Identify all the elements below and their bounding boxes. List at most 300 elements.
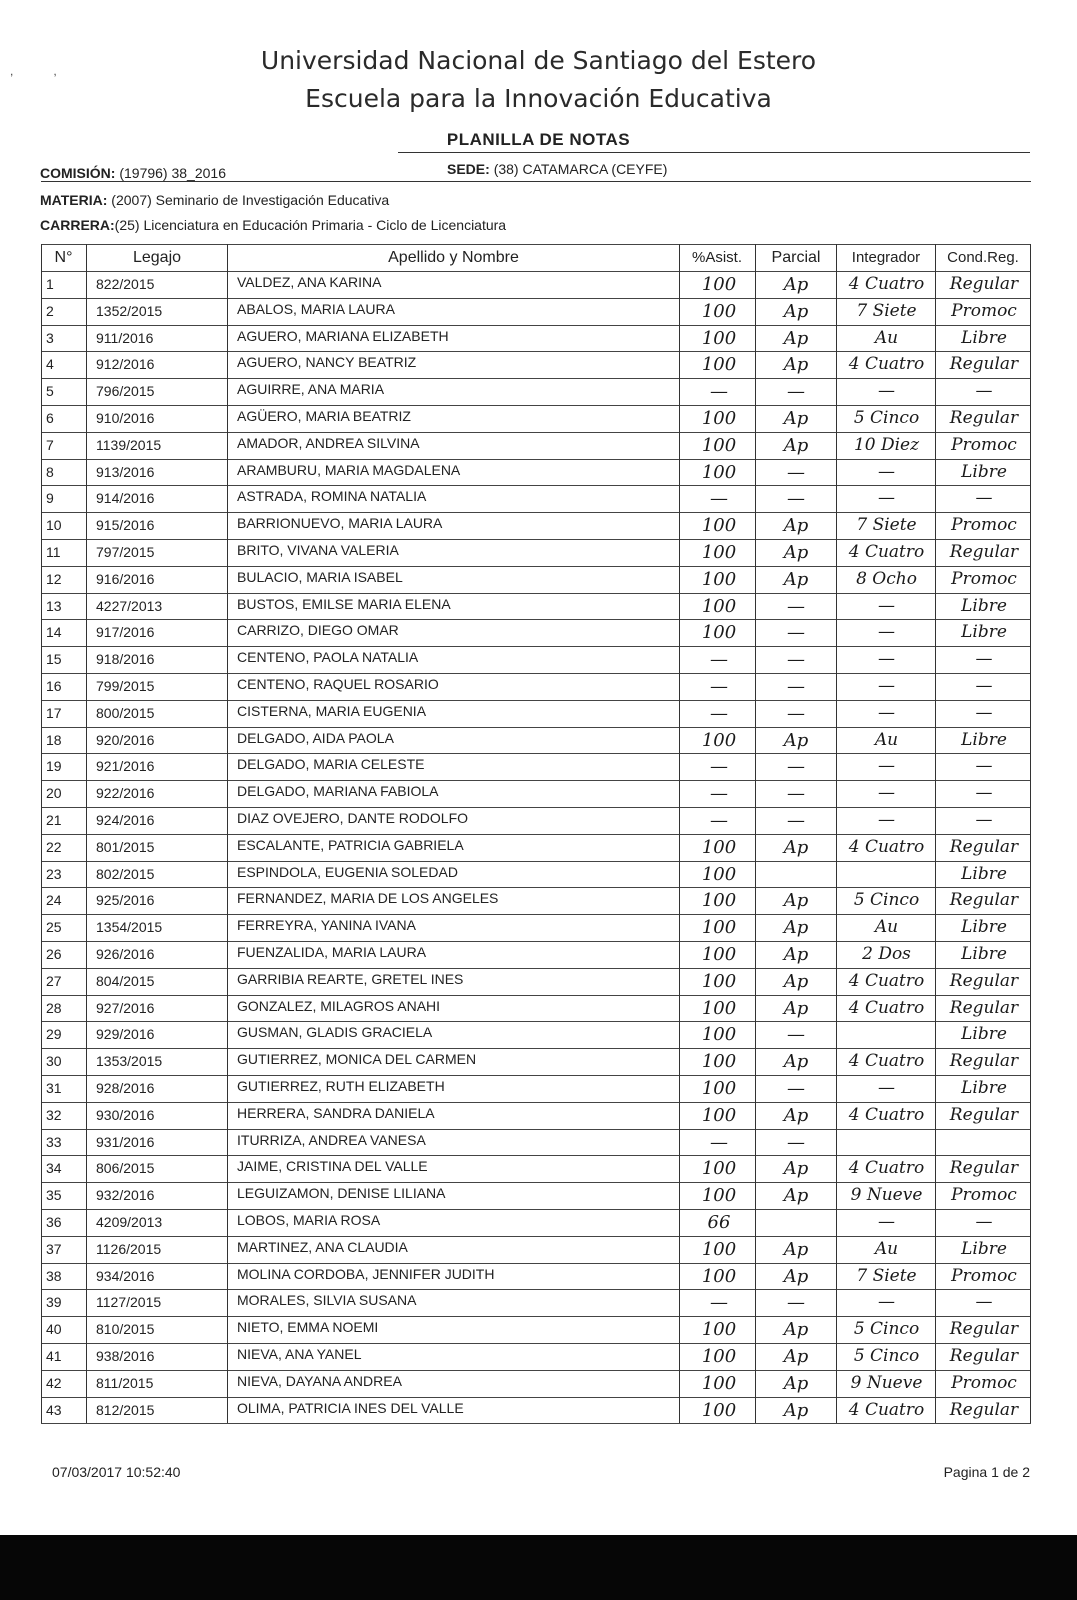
- header-rule: [41, 181, 1031, 182]
- integrador-handwritten: 4 Cuatro: [848, 1399, 925, 1420]
- parcial-handwritten: Ap: [783, 997, 809, 1019]
- row-number: 38: [46, 1267, 62, 1284]
- cond-handwritten: Regular: [949, 970, 1019, 991]
- name-cell: ABALOS, MARIA LAURA: [237, 300, 395, 317]
- print-timestamp: 07/03/2017 10:52:40: [52, 1464, 181, 1480]
- cond-handwritten: Libre: [961, 944, 1007, 964]
- asist-handwritten: 100: [701, 997, 737, 1019]
- column-rule: [755, 244, 756, 1423]
- page-indicator: Pagina 1 de 2: [943, 1464, 1030, 1480]
- legajo-cell: 910/2016: [96, 410, 155, 426]
- legajo-cell: 930/2016: [96, 1106, 155, 1123]
- cond-handwritten: Regular: [949, 354, 1019, 375]
- asist-handwritten: 100: [701, 1346, 737, 1367]
- cond-handwritten: Libre: [961, 917, 1007, 938]
- asist-handwritten: 100: [701, 327, 737, 349]
- asist-handwritten: 100: [701, 595, 737, 617]
- asist-handwritten: 100: [701, 542, 737, 563]
- name-cell: FERREYRA, YANINA IVANA: [237, 917, 416, 934]
- integrador-handwritten: —: [878, 810, 895, 830]
- name-cell: NIEVA, DAYANA ANDREA: [237, 1372, 402, 1389]
- legajo-cell: 927/2016: [96, 999, 155, 1016]
- asist-handwritten: 100: [701, 408, 737, 429]
- legajo-cell: 918/2016: [96, 651, 155, 668]
- row-number: 19: [46, 758, 62, 775]
- asist-handwritten: 100: [701, 515, 737, 537]
- legajo-cell: 938/2016: [96, 1348, 155, 1364]
- parcial-handwritten: —: [787, 1131, 805, 1153]
- parcial-handwritten: Ap: [783, 1238, 809, 1260]
- row-number: 40: [46, 1321, 62, 1338]
- name-cell: AMADOR, ANDREA SILVINA: [237, 434, 420, 451]
- row-number: 17: [46, 704, 62, 721]
- integrador-handwritten: 4 Cuatro: [848, 1158, 925, 1179]
- name-cell: BUSTOS, EMILSE MARIA ELENA: [237, 595, 451, 612]
- integrador-handwritten: 9 Nueve: [850, 1185, 923, 1206]
- integrador-handwritten: —: [878, 756, 895, 777]
- integrador-handwritten: 8 Ocho: [856, 568, 917, 589]
- legajo-cell: 922/2016: [96, 785, 155, 802]
- cond-handwritten: —: [975, 1212, 993, 1232]
- name-cell: CISTERNA, MARIA EUGENIA: [237, 702, 427, 719]
- row-number: 35: [46, 1187, 62, 1204]
- integrador-handwritten: 4 Cuatro: [848, 1104, 925, 1125]
- name-cell: CENTENO, PAOLA NATALIA: [237, 649, 419, 666]
- cond-handwritten: Regular: [949, 836, 1019, 857]
- cond-handwritten: —: [975, 676, 993, 696]
- legajo-cell: 811/2015: [96, 1374, 154, 1391]
- row-number: 20: [46, 785, 62, 802]
- legajo-cell: 799/2015: [96, 678, 155, 694]
- row-number: 33: [46, 1133, 62, 1150]
- cond-handwritten: Libre: [961, 595, 1007, 616]
- asist-handwritten: —: [710, 810, 728, 831]
- integrador-handwritten: 5 Cinco: [853, 890, 920, 911]
- row-number: 1: [46, 276, 54, 292]
- name-cell: DELGADO, AIDA PAOLA: [237, 729, 394, 746]
- name-cell: AGUERO, NANCY BEATRIZ: [237, 354, 417, 371]
- cond-handwritten: Promoc: [951, 1185, 1017, 1206]
- cond-handwritten: —: [975, 649, 993, 670]
- parcial-handwritten: Ap: [783, 1185, 809, 1207]
- scan-border: [0, 1535, 1077, 1600]
- parcial-handwritten: Ap: [783, 408, 809, 429]
- career-value: (25) Licenciatura en Educación Primaria - Ciclo de Licenciatura: [114, 217, 507, 233]
- row-number: 13: [46, 597, 62, 614]
- cond-handwritten: —: [975, 381, 993, 402]
- asist-handwritten: —: [710, 649, 728, 671]
- row-number: 39: [46, 1294, 62, 1311]
- row-number: 6: [46, 410, 54, 426]
- parcial-handwritten: Ap: [783, 1372, 809, 1394]
- name-cell: JAIME, CRISTINA DEL VALLE: [237, 1158, 428, 1175]
- parcial-handwritten: Ap: [783, 836, 809, 858]
- row-number: 36: [46, 1214, 62, 1230]
- row-number: 22: [46, 838, 62, 855]
- integrador-handwritten: 7 Siete: [856, 300, 917, 321]
- legajo-cell: 806/2015: [96, 1160, 155, 1177]
- column-rule: [86, 244, 87, 1423]
- asist-handwritten: 100: [701, 836, 737, 858]
- parcial-handwritten: Ap: [783, 515, 809, 537]
- row-number: 32: [46, 1106, 62, 1123]
- integrador-handwritten: —: [878, 676, 895, 696]
- legajo-cell: 932/2016: [96, 1187, 155, 1204]
- cond-handwritten: Regular: [949, 890, 1019, 911]
- parcial-handwritten: —: [787, 1292, 805, 1314]
- row-number: 7: [46, 436, 54, 453]
- col-header-cond: Cond.Reg.: [947, 249, 1019, 266]
- integrador-handwritten: 4 Cuatro: [848, 274, 925, 294]
- row-number: 4: [46, 356, 54, 373]
- legajo-cell: 934/2016: [96, 1267, 155, 1284]
- parcial-handwritten: Ap: [783, 568, 809, 590]
- legajo-cell: 925/2016: [96, 892, 155, 909]
- cond-handwritten: —: [975, 702, 993, 723]
- asist-handwritten: —: [710, 381, 728, 403]
- asist-handwritten: 100: [701, 917, 737, 939]
- column-rule: [836, 244, 837, 1423]
- row-number: 23: [46, 865, 62, 882]
- legajo-cell: 1127/2015: [96, 1294, 162, 1311]
- legajo-cell: 812/2015: [96, 1401, 155, 1418]
- name-cell: DELGADO, MARIA CELESTE: [237, 756, 425, 773]
- row-number: 12: [46, 570, 62, 587]
- asist-handwritten: 100: [701, 568, 737, 590]
- parcial-handwritten: Ap: [783, 917, 809, 939]
- integrador-handwritten: [839, 861, 934, 888]
- site-line: [447, 161, 667, 177]
- row-number: 31: [46, 1080, 62, 1096]
- integrador-handwritten: 7 Siete: [856, 515, 917, 536]
- integrador-handwritten: —: [878, 649, 895, 670]
- integrador-handwritten: 10 Diez: [853, 434, 920, 455]
- column-rule: [227, 244, 228, 1423]
- asist-handwritten: 100: [701, 461, 737, 483]
- parcial-handwritten: Ap: [783, 944, 809, 965]
- column-rule: [935, 244, 936, 1423]
- parcial-handwritten: —: [787, 676, 805, 697]
- integrador-handwritten: 4 Cuatro: [848, 836, 925, 857]
- row-number: 30: [46, 1053, 62, 1070]
- integrador-handwritten: 4 Cuatro: [848, 542, 925, 562]
- name-cell: DIAZ OVEJERO, DANTE RODOLFO: [237, 810, 469, 826]
- name-cell: ESCALANTE, PATRICIA GABRIELA: [237, 836, 464, 853]
- cond-handwritten: [938, 1129, 1030, 1156]
- integrador-handwritten: —: [878, 1212, 895, 1232]
- parcial-handwritten: —: [787, 1024, 805, 1046]
- scan-marks: ,,: [10, 64, 97, 78]
- name-cell: BARRIONUEVO, MARIA LAURA: [237, 515, 443, 532]
- name-cell: AGUERO, MARIANA ELIZABETH: [237, 327, 449, 344]
- parcial-handwritten: —: [787, 1078, 805, 1099]
- asist-handwritten: 100: [701, 300, 737, 322]
- row-number: 26: [46, 946, 62, 962]
- row-number: 9: [46, 490, 54, 507]
- cond-handwritten: Libre: [961, 729, 1007, 750]
- name-cell: BRITO, VIVANA VALERIA: [237, 542, 399, 558]
- integrador-handwritten: Au: [874, 729, 899, 750]
- row-number: 3: [46, 329, 54, 346]
- legajo-cell: 928/2016: [96, 1080, 155, 1096]
- parcial-handwritten: —: [787, 649, 805, 671]
- parcial-handwritten: —: [787, 461, 805, 483]
- integrador-handwritten: —: [878, 488, 895, 509]
- row-number: 25: [46, 919, 62, 936]
- cond-handwritten: —: [975, 756, 993, 777]
- asist-handwritten: —: [710, 488, 728, 510]
- asist-handwritten: 100: [701, 1104, 737, 1126]
- asist-handwritten: —: [710, 1292, 728, 1314]
- name-cell: NIETO, EMMA NOEMI: [237, 1319, 379, 1336]
- name-cell: OLIMA, PATRICIA INES DEL VALLE: [237, 1399, 464, 1416]
- table-top-rule: [41, 244, 1031, 245]
- name-cell: FUENZALIDA, MARIA LAURA: [237, 944, 427, 960]
- row-number: 21: [46, 812, 62, 828]
- asist-handwritten: 100: [701, 970, 737, 992]
- career-line: [40, 217, 506, 233]
- cond-handwritten: Promoc: [951, 434, 1017, 455]
- name-cell: VALDEZ, ANA KARINA: [237, 274, 382, 290]
- asist-handwritten: 100: [701, 1399, 737, 1421]
- cond-handwritten: Libre: [961, 863, 1007, 884]
- parcial-handwritten: —: [787, 622, 805, 644]
- cond-handwritten: Libre: [961, 1078, 1007, 1098]
- name-cell: AGUIRRE, ANA MARIA: [237, 381, 385, 398]
- row-number: 42: [46, 1374, 62, 1391]
- legajo-cell: 796/2015: [96, 383, 155, 400]
- subject-line: [40, 192, 389, 208]
- row-number: 18: [46, 731, 62, 748]
- legajo-cell: 921/2016: [96, 758, 155, 775]
- parcial-handwritten: Ap: [783, 1399, 809, 1421]
- asist-handwritten: 100: [701, 274, 737, 295]
- name-cell: GUTIERREZ, RUTH ELIZABETH: [237, 1078, 445, 1094]
- title-rule: [398, 152, 1030, 153]
- cond-handwritten: Regular: [949, 1319, 1019, 1340]
- cond-handwritten: Libre: [961, 622, 1007, 643]
- cond-handwritten: Promoc: [951, 300, 1017, 321]
- integrador-handwritten: 4 Cuatro: [848, 970, 925, 991]
- parcial-handwritten: Ap: [783, 354, 809, 376]
- col-header-parcial: Parcial: [771, 249, 821, 266]
- school-name: Escuela para la Innovación Educativa: [305, 84, 772, 113]
- parcial-handwritten: Ap: [783, 970, 809, 992]
- asist-handwritten: 66: [707, 1212, 731, 1233]
- asist-handwritten: 100: [701, 1024, 737, 1046]
- row-number: 8: [46, 463, 54, 480]
- cond-handwritten: Promoc: [951, 568, 1017, 589]
- name-cell: BULACIO, MARIA ISABEL: [237, 568, 403, 585]
- asist-handwritten: 100: [701, 1185, 737, 1207]
- legajo-cell: 804/2015: [96, 972, 155, 989]
- asist-handwritten: —: [710, 1131, 728, 1153]
- site-value: (38) CATAMARCA (CEYFE): [493, 161, 668, 177]
- col-header-n: N°: [54, 249, 73, 266]
- legajo-cell: 1126/2015: [96, 1240, 162, 1257]
- integrador-handwritten: 4 Cuatro: [848, 997, 925, 1018]
- integrador-handwritten: Au: [874, 917, 899, 938]
- name-cell: ESPINDOLA, EUGENIA SOLEDAD: [237, 863, 458, 880]
- integrador-handwritten: —: [878, 381, 895, 402]
- column-rule: [1030, 244, 1031, 1423]
- parcial-handwritten: Ap: [783, 1051, 809, 1073]
- row-number: 15: [46, 651, 62, 668]
- legajo-cell: 1354/2015: [96, 919, 163, 936]
- asist-handwritten: 100: [701, 354, 737, 376]
- parcial-handwritten: Ap: [783, 1265, 809, 1287]
- integrador-handwritten: —: [878, 595, 895, 616]
- col-header-asist: %Asist.: [691, 249, 742, 266]
- name-cell: HERRERA, SANDRA DANIELA: [237, 1104, 435, 1121]
- name-cell: CARRIZO, DIEGO OMAR: [237, 622, 399, 639]
- integrador-handwritten: 5 Cinco: [853, 1319, 920, 1340]
- legajo-cell: 917/2016: [96, 624, 155, 641]
- row-number: 10: [46, 517, 62, 534]
- legajo-cell: 4227/2013: [96, 597, 163, 614]
- legajo-cell: 911/2016: [96, 329, 154, 346]
- asist-handwritten: 100: [701, 1265, 737, 1287]
- name-cell: NIEVA, ANA YANEL: [237, 1346, 362, 1362]
- integrador-handwritten: —: [878, 622, 895, 643]
- commission-label: COMISIÓN:: [40, 165, 116, 181]
- parcial-handwritten: —: [787, 488, 805, 510]
- legajo-cell: 800/2015: [96, 704, 155, 721]
- row-number: 37: [46, 1240, 62, 1257]
- legajo-cell: 924/2016: [96, 812, 155, 828]
- asist-handwritten: —: [710, 676, 728, 697]
- parcial-handwritten: [758, 861, 834, 888]
- parcial-handwritten: Ap: [783, 542, 809, 563]
- row-number: 16: [46, 678, 62, 694]
- asist-handwritten: 100: [701, 944, 737, 965]
- parcial-handwritten: [758, 1209, 834, 1236]
- integrador-handwritten: 9 Nueve: [850, 1372, 923, 1393]
- name-cell: ARAMBURU, MARIA MAGDALENA: [237, 461, 461, 478]
- legajo-cell: 4209/2013: [96, 1214, 163, 1230]
- row-number: 2: [46, 302, 54, 319]
- legajo-cell: 1139/2015: [96, 436, 162, 453]
- legajo-cell: 797/2015: [96, 544, 155, 560]
- asist-handwritten: —: [710, 783, 728, 805]
- commission-value: (19796) 38_2016: [119, 165, 226, 181]
- cond-handwritten: Regular: [949, 1158, 1019, 1179]
- asist-handwritten: 100: [701, 1319, 737, 1341]
- cond-handwritten: —: [975, 1292, 993, 1313]
- parcial-handwritten: Ap: [783, 890, 809, 912]
- cond-handwritten: Regular: [949, 997, 1019, 1018]
- subject-label: MATERIA:: [40, 192, 108, 208]
- legajo-cell: 802/2015: [96, 865, 155, 882]
- cond-handwritten: —: [975, 488, 993, 509]
- column-rule: [679, 244, 680, 1423]
- cond-handwritten: Regular: [949, 542, 1019, 562]
- parcial-handwritten: Ap: [783, 1319, 809, 1341]
- name-cell: MORALES, SILVIA SUSANA: [237, 1292, 417, 1309]
- parcial-handwritten: Ap: [783, 1346, 809, 1367]
- legajo-cell: 912/2016: [96, 356, 155, 373]
- cond-handwritten: Regular: [949, 274, 1019, 294]
- row-number: 24: [46, 892, 62, 909]
- parcial-handwritten: Ap: [783, 300, 809, 322]
- integrador-handwritten: 7 Siete: [856, 1265, 917, 1286]
- cond-handwritten: Regular: [949, 408, 1019, 428]
- parcial-handwritten: —: [787, 756, 805, 778]
- name-cell: GUSMAN, GLADIS GRACIELA: [237, 1024, 433, 1041]
- page-title: PLANILLA DE NOTAS: [446, 130, 631, 149]
- legajo-cell: 915/2016: [96, 517, 155, 534]
- parcial-handwritten: Ap: [783, 729, 809, 751]
- name-cell: MOLINA CORDOBA, JENNIFER JUDITH: [237, 1265, 495, 1282]
- career-label: CARRERA:: [40, 217, 115, 233]
- asist-handwritten: 100: [701, 1372, 737, 1394]
- integrador-handwritten: —: [878, 702, 895, 723]
- col-header-legajo: Legajo: [132, 249, 182, 266]
- asist-handwritten: 100: [701, 1158, 737, 1180]
- row-number: 11: [46, 544, 61, 560]
- name-cell: LOBOS, MARIA ROSA: [237, 1212, 381, 1228]
- subject-value: (2007) Seminario de Investigación Educativa: [111, 192, 390, 208]
- cond-handwritten: Promoc: [951, 515, 1017, 536]
- asist-handwritten: 100: [701, 863, 737, 885]
- cond-handwritten: Regular: [949, 1104, 1019, 1125]
- site-label: SEDE:: [447, 161, 490, 177]
- legajo-cell: 916/2016: [96, 570, 155, 587]
- university-name: Universidad Nacional de Santiago del Estero: [260, 46, 817, 75]
- legajo-cell: 926/2016: [96, 946, 155, 962]
- integrador-handwritten: [839, 1021, 934, 1048]
- integrador-handwritten: —: [878, 783, 895, 804]
- name-cell: ITURRIZA, ANDREA VANESA: [237, 1131, 426, 1148]
- parcial-handwritten: Ap: [783, 1104, 809, 1126]
- legajo-cell: 801/2015: [96, 838, 155, 855]
- legajo-cell: 1352/2015: [96, 302, 163, 319]
- row-number: 43: [46, 1401, 62, 1418]
- cond-handwritten: —: [975, 783, 993, 804]
- integrador-handwritten: Au: [874, 327, 899, 348]
- row-number: 28: [46, 999, 62, 1016]
- cond-handwritten: Libre: [961, 461, 1007, 482]
- asist-handwritten: 100: [701, 434, 737, 456]
- parcial-handwritten: —: [787, 702, 805, 724]
- cond-handwritten: Regular: [949, 1399, 1019, 1420]
- legajo-cell: 913/2016: [96, 463, 155, 480]
- parcial-handwritten: Ap: [783, 434, 809, 456]
- cond-handwritten: Libre: [961, 327, 1007, 348]
- parcial-handwritten: —: [787, 810, 805, 831]
- parcial-handwritten: Ap: [783, 1158, 809, 1180]
- col-header-nombre: Apellido y Nombre: [388, 249, 519, 266]
- legajo-cell: 931/2016: [96, 1133, 155, 1150]
- name-cell: DELGADO, MARIANA FABIOLA: [237, 783, 439, 800]
- parcial-handwritten: —: [787, 381, 805, 403]
- parcial-handwritten: Ap: [783, 274, 809, 295]
- legajo-cell: 822/2015: [96, 276, 155, 292]
- parcial-handwritten: Ap: [783, 327, 809, 349]
- name-cell: ASTRADA, ROMINA NATALIA: [237, 488, 427, 505]
- integrador-handwritten: —: [878, 1078, 895, 1098]
- name-cell: CENTENO, RAQUEL ROSARIO: [237, 676, 439, 692]
- col-header-integrador: Integrador: [851, 249, 921, 266]
- integrador-handwritten: 5 Cinco: [853, 408, 920, 428]
- asist-handwritten: —: [710, 756, 728, 778]
- cond-handwritten: Promoc: [951, 1265, 1017, 1286]
- asist-handwritten: 100: [701, 1238, 737, 1260]
- integrador-handwritten: 4 Cuatro: [848, 354, 925, 375]
- asist-handwritten: 100: [701, 1078, 737, 1099]
- parcial-handwritten: —: [787, 595, 805, 617]
- row-number: 41: [46, 1348, 62, 1364]
